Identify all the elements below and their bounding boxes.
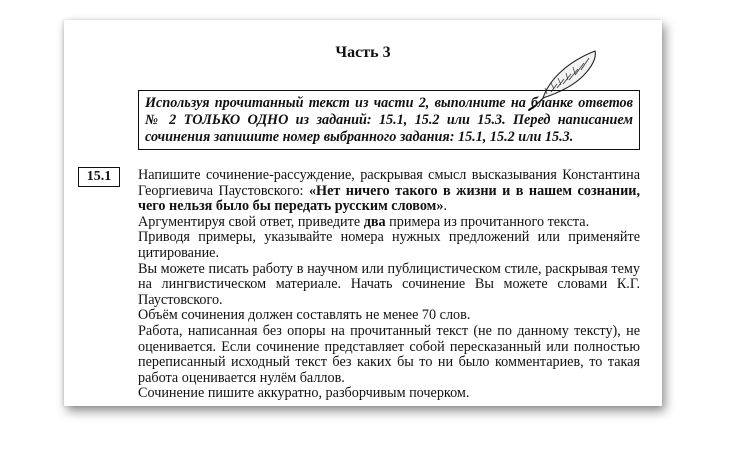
task-instruction-box: Используя прочитанный текст из части 2, выполните на бланке ответов № 2 ТОЛЬКО ОДНО из заданий: 15.1, 15.2 или 15.3. Перед написанием сочинения запишите номер выбранного задания: 15.1, 15.2 или 15.3. [138, 90, 640, 150]
paustovsky-quote: «Нет ничего такого в жизни и в нашем сознании, чего нельзя было бы передать русским словом» [138, 182, 640, 215]
task-paragraph-style: Вы можете писать работу в научном или публицистическом стиле, раскрывая тему на лингвистическом материале. Начать сочинение Вы можете словами К.Г. Паустовского. [138, 260, 640, 308]
intro-text: Напишите сочинение-рассуждение, раскрывая смысл высказывания Константина Георгиевича Паустовского: [138, 167, 640, 199]
argue-text-bold: два [363, 213, 386, 230]
task-paragraph-neatness: Сочинение пишите аккуратно, разборчивым почерком. [138, 385, 470, 402]
task-paragraph-examples: Приводя примеры, указывайте номера нужных предложений или применяйте цитирование. [138, 229, 640, 261]
part-title: Часть 3 [335, 44, 391, 61]
task-paragraph-volume: Объём сочинения должен составлять не менее 70 слов. [138, 307, 471, 324]
task-paragraph-argue [138, 215, 640, 231]
intro-end: . [443, 198, 447, 215]
exam-page [64, 20, 662, 406]
task-paragraph-rules: Работа, написанная без опоры на прочитанный текст (не по данному тексту), не оценивается. Если сочинение представляет собой пересказанный или полностью переписанный исходный текст без каких бы то ни было комментариев, то такая работа оценивается нулём баллов. [138, 322, 640, 386]
task-text [138, 168, 640, 402]
task-paragraph-intro [138, 168, 640, 215]
task-number-box: 15.1 [78, 167, 120, 187]
argue-text-start: Аргументируя свой ответ, приведите [138, 213, 364, 230]
argue-text-end: примера из прочитанного текста. [385, 213, 590, 230]
